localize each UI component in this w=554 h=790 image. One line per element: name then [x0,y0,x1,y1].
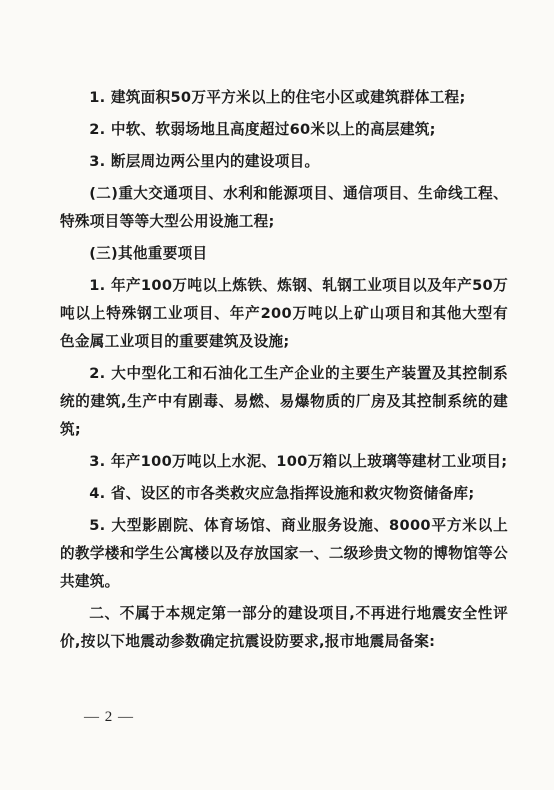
paragraph-10: 5. 大型影剧院、体育场馆、商业服务设施、8000平方米以上的教学楼和学生公寓楼以及存放国家一、二级珍贵文物的博物馆等公共建筑。 [60,517,508,590]
paragraph-8: 3. 年产100万吨以上水泥、100万箱以上玻璃等建材工业项目; [89,453,508,470]
paragraph-11: 二、不属于本规定第一部分的建设项目,不再进行地震安全性评价,按以下地震动参数确定抗震设防要求,报市地震局备案: [60,605,508,650]
paragraph-4: (二)重大交通项目、水利和能源项目、通信项目、生命线工程、特殊项目等等大型公用设施工程; [60,185,508,230]
paragraph-9: 4. 省、设区的市各类救灾应急指挥设施和救灾物资储备库; [89,485,475,502]
paragraph-2: 2. 中软、软弱场地且高度超过60米以上的高层建筑; [89,121,436,138]
paragraph-5: (三)其他重要项目 [89,245,208,262]
paragraph-3: 3. 断层周边两公里内的建设项目。 [89,153,320,170]
paragraph-7: 2. 大中型化工和石油化工生产企业的主要生产装置及其控制系统的建筑,生产中有剧毒、易燃、易爆物质的厂房及其控制系统的建筑; [60,365,508,438]
document-body [60,84,508,660]
page-number: — 2 — [84,709,134,725]
paragraph-6: 1. 年产100万吨以上炼铁、炼钢、轧钢工业项目以及年产50万吨以上特殊钢工业项目、年产200万吨以上矿山项目和其他大型有色金属工业项目的重要建筑及设施; [60,277,508,350]
paragraph-1: 1. 建筑面积50万平方米以上的住宅小区或建筑群体工程; [89,89,466,106]
